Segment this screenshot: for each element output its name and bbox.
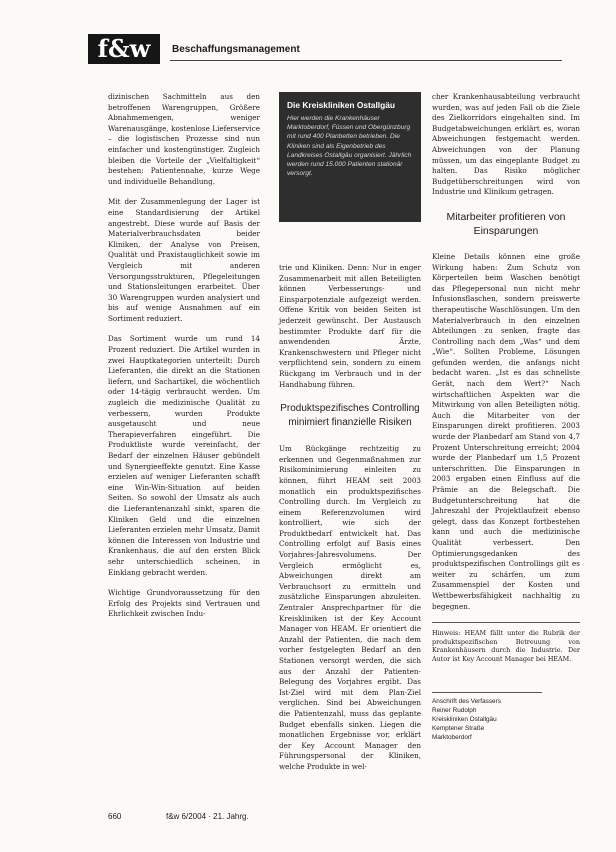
section-title: Beschaffungsmanagement xyxy=(172,44,300,55)
info-box-text: Hier werden die Krankenhäuser Marktoberdorf, Füssen und Obergünzburg mit rund 400 Planbetten betrieben. Die Kliniken sind als Eigenbetrieb des Landkreises Ostallgäu organisiert. Jährlich werden rund 15.000 Patienten stationär versorgt. xyxy=(287,115,412,178)
subheading-mitarbeiter: Mitarbeiter profitieren von Einsparungen xyxy=(446,210,566,237)
paragraph: cher Krankenhausabteilung verbraucht wurden, was auf jeden Fall ob die Ziele des Zielkorridors eingehalten sind. Im Budgetabweichungen erklärt es, woran Abweichungen festgemacht werden. Abweichungen von der Planung müssen, um das eingeplante Budget zu halten. Das Risiko möglicher Budgetüberschreitungen wird von Industrie und Klinikum getragen. xyxy=(432,92,580,197)
article-column-1 xyxy=(108,92,260,630)
paragraph: dizinischen Sachmitteln aus den betroffenen Warengruppen, Größere Abnahmemengen, weniger Warenausgänge, kostenlose Lieferservice – die logistischen Prozesse sind nun einfacher und kostengünstiger. Zugleich bleiben die Vorteile der „Vielfaltigkeit“ bestehen: Patientennahe, kurze Wege und individuelle Behandlung. xyxy=(108,92,260,186)
article-column-2 xyxy=(279,263,421,783)
author-divider xyxy=(432,692,542,693)
info-box-title: Die Kreiskliniken Ostallgäu xyxy=(287,100,395,110)
info-box xyxy=(279,92,421,222)
footnote: Hinweis: HEAM fällt unter die Rubrik der produktspezifischen Betreuung von Krankenhäusern durch die Industrie. Der Autor ist Key Account Manager bei HEAM. xyxy=(432,629,580,663)
paragraph: Kleine Details können eine große Wirkung haben: Zum Schutz von Körperteilen beim Waschen benötigt das Pflegepersonal nun nicht mehr Infusionsflaschen, sondern preiswerte therapeutische Waschlösungen. Um den Materialverbrauch in den einzelnen Abteilungen zu senken, fragte das Controlling nach dem „Was“ und dem „Wie“. Sollten Probleme, Lösungen gefunden werden, die anfangs nicht bedacht waren. „Ist es das schnellste Gerät, nach dem Wert?“ Nach wirtschaftlichen Aspekten war die Mitwirkung von allen Beteiligten nötig. Auch die Mitarbeiter von der Einsparungen direkt profitieren. 2003 wurde der Planbedarf am Stand von 4,7 Prozent Unterschreitung erreicht; 2004 wurde der Planbedarf um 1,5 Prozent unterschritten. Die Einsparungen in 2003 ergaben einen Einfluss auf die Prämie an die Belegschaft. Die Budgetunterschreitung hat die Jahreszahl der Projektlaufzeit ebenso gelegt, dass das Konzept fortbestehen kann und auch die medizinische Qualität verbessert. Den Optimierungsgedanken des produktspezifischen Controllings gilt es weiter zu schärfen, um zum Zusammenspiel der Kosten und Wettbewerbsfähigkeit nachhaltig zu begegnen. xyxy=(432,251,580,611)
author-address-line: Kemptener Straße xyxy=(432,724,485,732)
page-number: 660 xyxy=(108,812,122,821)
author-name: Reiner Rudolph xyxy=(432,706,477,714)
issue-info: f&w 6/2004 · 21. Jahrg. xyxy=(166,812,249,821)
paragraph: Um Rückgänge rechtzeitig zu erkennen und Gegenmaßnahmen zur Risikominimierung einleiten zu können, führt HEAM seit 2003 monatlich ein produktspezifisches Controlling durch. Im Vergleich zu einem Referenzvolumen wird kontrolliert, wie sich der Produktbedarf entwickelt hat. Das Controlling erfolgt auf Basis eines Vorjahres-Jahresvolumens. Der Vergleich ermöglicht es, Abweichungen direkt am Verbrauchsort zu ermitteln und zusätzliche Einsparungen abzuleiten. Zentraler Ansprechpartner für die Kreiskliniken ist der Key Account Manager von HEAM. Er orientiert die Anzahl der Patienten, die nach dem vorher festgelegten Bedarf an den Stationen versorgt werden, die sich aus der Anzahl der Patienten-Belegung des Vorjahres ergibt. Das Ist-Ziel wird mit dem Plan-Ziel verglichen. Sind bei Abweichungen die Patientenzahl, muss das geplante Budget ebenfalls sinken. Liegen die monatlichen Ergebnisse vor, erklärt der Key Account Manager den Führungspersonal der Kliniken, welche Produkte in wel- xyxy=(279,444,421,771)
paragraph: Wichtige Grundvoraussetzung für den Erfolg des Projekts sind Vertrauen und Ehrlichkeit zwischen Indu- xyxy=(108,588,260,619)
author-address-line: Kreiskliniken Ostallgäu xyxy=(432,715,497,723)
paragraph: trie und Kliniken. Denn: Nur in enger Zusammenarbeit mit allen Beteiligten können Verbesserungs- und Einsparpotenziale aufgezeigt werden. Offene Kritik von beiden Seiten ist jederzeit gewünscht. Der Austausch bestimmter Produkte darf für die anwendenden Ärzte, Krankenschwestern und Pfleger nicht verpflichtend sein, sondern zu einem Rückgang im Verbrauch und in der Handhabung führen. xyxy=(279,263,421,389)
article-column-3 xyxy=(432,92,580,742)
author-label: Anschrift des Verfassers xyxy=(432,697,501,705)
author-address-line: Marktoberdorf xyxy=(432,733,472,741)
footnote-divider xyxy=(432,622,580,623)
header-rule xyxy=(170,60,562,61)
journal-logo: f&w xyxy=(88,34,160,64)
subheading-controlling: Produktspezifisches Controlling minimiert finanzielle Risiken xyxy=(280,403,420,429)
paragraph: Mit der Zusammenlegung der Lager ist eine Standardisierung der Artikel angestrebt. Diese wurde auf Basis der Materialverbrauchsdaten beider Kliniken, der Analyse von Preisen, Qualität und Praxistauglichkeit sowie im Vergleich mit anderen Versorgungsstrukturen, Pflegeleitungen und Stationsleitungen erarbeitet. Über 30 Warengruppen wurden analysiert und bis auf wenige Ausnahmen auf ein Sortiment reduziert. xyxy=(108,197,260,323)
paragraph: Das Sortiment wurde um rund 14 Prozent reduziert. Die Artikel wurden in zwei Hauptkategorien unterteilt: Durch Lieferanten, die direkt an die Stationen liefern, und Sachartikel, die wöchentlich oder 14-tägig verbraucht werden. Um zugleich die medizinische Qualität zu verbessern, wurden Produkte ausgetauscht und neue Therapieverfahren eingeführt. Die Produktliste wurde vereinfacht, der Bedarf der einzelnen Häuser gebündelt und Synergieeffekte genutzt. Eine Kasse erzielen auf weniger Lieferanten schafft eine Win-Win-Situation auf beiden Seiten. So sowohl der Umsatz als auch die Lieferantenanzahl sinkt, sparen die Kliniken Geld und die einzelnen Lieferanten erzielen mehr Umsatz. Damit können die Interessen von Industrie und Krankenhaus, die auf den ersten Blick sehr unterschiedlich scheinen, in Einklang gebracht werden. xyxy=(108,334,260,577)
author-block xyxy=(432,697,580,742)
